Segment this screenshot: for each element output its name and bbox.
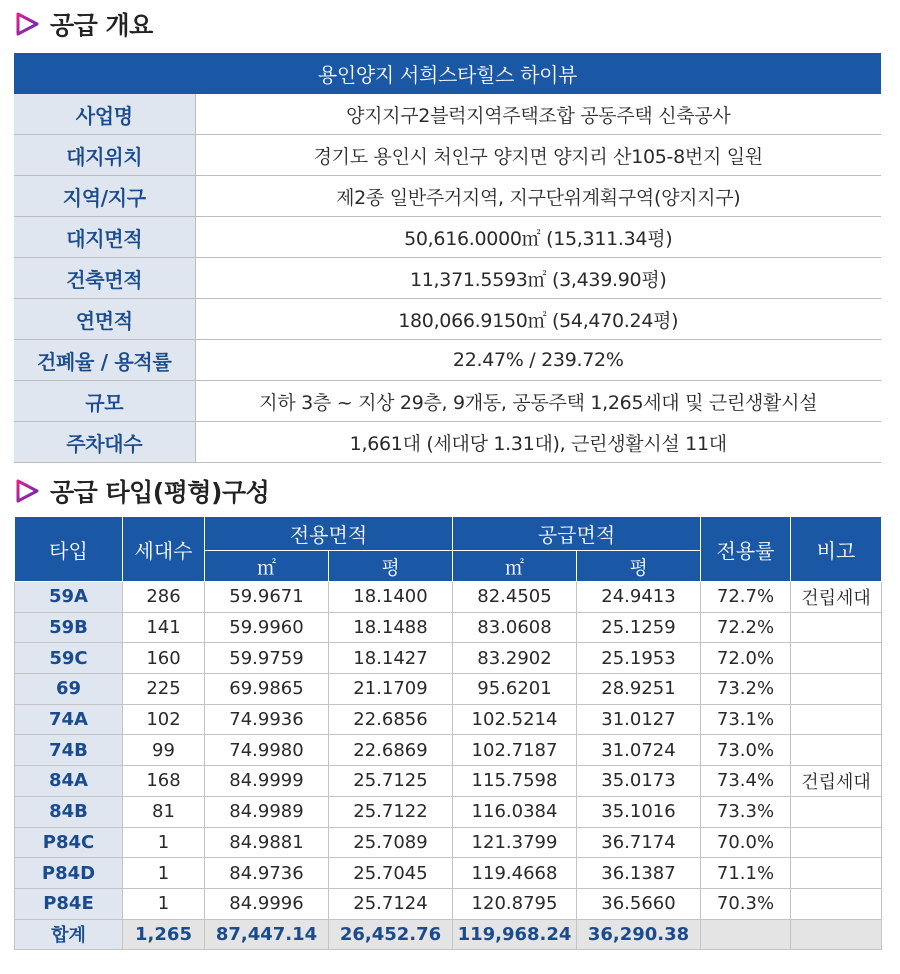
type-cell: 84B: [15, 796, 123, 827]
exclusive-pyeong-cell: 18.1400: [329, 582, 453, 613]
table-row: [15, 766, 882, 797]
supply-pyeong-cell: 35.0173: [577, 766, 701, 797]
supply-sqm-cell: 95.6201: [453, 674, 577, 705]
section-title: 공급 타입(평형)구성: [50, 478, 270, 507]
overview-label: 대지위치: [14, 135, 195, 176]
header-note: 비고: [791, 517, 882, 582]
units-cell: 168: [123, 766, 205, 797]
section-heading-types: [14, 471, 269, 511]
overview-label: 건축면적: [14, 258, 195, 299]
type-cell: 59B: [15, 612, 123, 643]
table-row: [15, 858, 882, 889]
header-units: 세대수: [123, 517, 205, 582]
units-cell: 141: [123, 612, 205, 643]
exclusive-sqm-cell: 84.9881: [205, 827, 329, 858]
header-ratio: 전용률: [701, 517, 791, 582]
type-cell: 74B: [15, 735, 123, 766]
overview-label: 주차대수: [14, 422, 195, 463]
overview-row: [14, 299, 881, 340]
type-cell: 69: [15, 674, 123, 705]
exclusive-sqm-cell: 84.9736: [205, 858, 329, 889]
exclusive-pyeong-cell: 25.7122: [329, 796, 453, 827]
overview-value: 제2종 일반주거지역, 지구단위계획구역(양지지구): [195, 176, 881, 217]
supply-sqm-cell: 82.4505: [453, 582, 577, 613]
overview-row: [14, 422, 881, 463]
type-rows: [15, 582, 882, 950]
ratio-cell: 73.0%: [701, 735, 791, 766]
note-cell: [791, 888, 882, 919]
units-cell: 99: [123, 735, 205, 766]
note-cell: [791, 704, 882, 735]
units-cell: 81: [123, 796, 205, 827]
ratio-cell: 72.2%: [701, 612, 791, 643]
note-cell: [791, 827, 882, 858]
overview-row: [14, 340, 881, 381]
supply-pyeong-cell: 28.9251: [577, 674, 701, 705]
header-ex-sqm: ㎡: [205, 551, 329, 582]
exclusive-sqm-cell: 84.9989: [205, 796, 329, 827]
units-cell: 1: [123, 888, 205, 919]
overview-table: [14, 53, 881, 463]
exclusive-pyeong-cell: 25.7045: [329, 858, 453, 889]
overview-row: [14, 258, 881, 299]
header-su-sqm: ㎡: [453, 551, 577, 582]
table-row: [15, 888, 882, 919]
triangle-bullet-icon: [14, 11, 40, 37]
note-cell: 건립세대: [791, 582, 882, 613]
exclusive-sqm-cell: 87,447.14: [205, 919, 329, 950]
table-row: [15, 643, 882, 674]
exclusive-pyeong-cell: 26,452.76: [329, 919, 453, 950]
supply-pyeong-cell: 24.9413: [577, 582, 701, 613]
note-cell: [791, 643, 882, 674]
supply-sqm-cell: 116.0384: [453, 796, 577, 827]
supply-sqm-cell: 119,968.24: [453, 919, 577, 950]
type-cell: 합계: [15, 919, 123, 950]
units-cell: 225: [123, 674, 205, 705]
units-cell: 102: [123, 704, 205, 735]
supply-pyeong-cell: 36.7174: [577, 827, 701, 858]
table-row: [15, 796, 882, 827]
overview-row: [14, 381, 881, 422]
overview-value: 양지지구2블럭지역주택조합 공동주택 신축공사: [195, 94, 881, 135]
overview-label: 지역/지구: [14, 176, 195, 217]
type-cell: P84C: [15, 827, 123, 858]
ratio-cell: 72.0%: [701, 643, 791, 674]
exclusive-pyeong-cell: 25.7124: [329, 888, 453, 919]
exclusive-sqm-cell: 69.9865: [205, 674, 329, 705]
exclusive-pyeong-cell: 22.6856: [329, 704, 453, 735]
exclusive-pyeong-cell: 22.6869: [329, 735, 453, 766]
overview-value: 1,661대 (세대당 1.31대), 근린생활시설 11대: [195, 422, 881, 463]
supply-sqm-cell: 102.5214: [453, 704, 577, 735]
type-cell: 84A: [15, 766, 123, 797]
supply-pyeong-cell: 36.1387: [577, 858, 701, 889]
supply-sqm-cell: 121.3799: [453, 827, 577, 858]
supply-pyeong-cell: 36.5660: [577, 888, 701, 919]
ratio-cell: 70.3%: [701, 888, 791, 919]
section-heading-overview: [14, 4, 153, 44]
exclusive-pyeong-cell: 25.7125: [329, 766, 453, 797]
exclusive-sqm-cell: 74.9936: [205, 704, 329, 735]
units-cell: 1: [123, 827, 205, 858]
table-row: [15, 582, 882, 613]
overview-value: 경기도 용인시 처인구 양지면 양지리 산105-8번지 일원: [195, 135, 881, 176]
note-cell: [791, 919, 882, 950]
overview-row: [14, 176, 881, 217]
units-cell: 1: [123, 858, 205, 889]
header-type: 타입: [15, 517, 123, 582]
supply-pyeong-cell: 25.1259: [577, 612, 701, 643]
supply-sqm-cell: 115.7598: [453, 766, 577, 797]
note-cell: [791, 858, 882, 889]
type-cell: P84E: [15, 888, 123, 919]
note-cell: [791, 612, 882, 643]
overview-value: 22.47% / 239.72%: [195, 340, 881, 381]
type-table: [14, 516, 882, 950]
ratio-cell: 73.4%: [701, 766, 791, 797]
overview-value: 180,066.9150㎡ (54,470.24평): [195, 299, 881, 340]
note-cell: [791, 674, 882, 705]
triangle-bullet-icon: [14, 478, 40, 504]
overview-label: 사업명: [14, 94, 195, 135]
section-title: 공급 개요: [50, 11, 153, 40]
units-cell: 160: [123, 643, 205, 674]
overview-row: [14, 135, 881, 176]
exclusive-pyeong-cell: 18.1427: [329, 643, 453, 674]
exclusive-sqm-cell: 74.9980: [205, 735, 329, 766]
table-row: [15, 735, 882, 766]
overview-row: [14, 94, 881, 135]
table-row: [15, 612, 882, 643]
ratio-cell: 73.3%: [701, 796, 791, 827]
type-cell: 59C: [15, 643, 123, 674]
supply-sqm-cell: 120.8795: [453, 888, 577, 919]
supply-sqm-cell: 83.2902: [453, 643, 577, 674]
project-name: 용인양지 서희스타힐스 하이뷰: [14, 53, 881, 94]
overview-label: 건폐율 / 용적률: [14, 340, 195, 381]
exclusive-sqm-cell: 59.9960: [205, 612, 329, 643]
ratio-cell: [701, 919, 791, 950]
header-ex-pyeong: 평: [329, 551, 453, 582]
table-row: [15, 827, 882, 858]
exclusive-sqm-cell: 59.9671: [205, 582, 329, 613]
exclusive-pyeong-cell: 25.7089: [329, 827, 453, 858]
supply-sqm-cell: 83.0608: [453, 612, 577, 643]
exclusive-sqm-cell: 84.9996: [205, 888, 329, 919]
exclusive-sqm-cell: 84.9999: [205, 766, 329, 797]
ratio-cell: 71.1%: [701, 858, 791, 889]
overview-label: 연면적: [14, 299, 195, 340]
overview-label: 대지면적: [14, 217, 195, 258]
type-cell: 59A: [15, 582, 123, 613]
overview-value: 11,371.5593㎡ (3,439.90평): [195, 258, 881, 299]
supply-pyeong-cell: 35.1016: [577, 796, 701, 827]
exclusive-pyeong-cell: 21.1709: [329, 674, 453, 705]
table-row: [15, 704, 882, 735]
note-cell: [791, 796, 882, 827]
exclusive-pyeong-cell: 18.1488: [329, 612, 453, 643]
header-exclusive-area: 전용면적: [205, 517, 453, 551]
overview-title-row: [14, 53, 881, 94]
exclusive-sqm-cell: 59.9759: [205, 643, 329, 674]
type-cell: P84D: [15, 858, 123, 889]
overview-label: 규모: [14, 381, 195, 422]
supply-pyeong-cell: 31.0724: [577, 735, 701, 766]
supply-pyeong-cell: 31.0127: [577, 704, 701, 735]
overview-value: 50,616.0000㎡ (15,311.34평): [195, 217, 881, 258]
header-supply-area: 공급면적: [453, 517, 701, 551]
table-row: [15, 674, 882, 705]
supply-sqm-cell: 119.4668: [453, 858, 577, 889]
ratio-cell: 72.7%: [701, 582, 791, 613]
supply-sqm-cell: 102.7187: [453, 735, 577, 766]
type-cell: 74A: [15, 704, 123, 735]
header-su-pyeong: 평: [577, 551, 701, 582]
units-cell: 286: [123, 582, 205, 613]
supply-pyeong-cell: 36,290.38: [577, 919, 701, 950]
ratio-cell: 70.0%: [701, 827, 791, 858]
overview-rows: [14, 94, 881, 463]
ratio-cell: 73.2%: [701, 674, 791, 705]
supply-pyeong-cell: 25.1953: [577, 643, 701, 674]
overview-row: [14, 217, 881, 258]
overview-value: 지하 3층 ~ 지상 29층, 9개동, 공동주택 1,265세대 및 근린생활시설: [195, 381, 881, 422]
ratio-cell: 73.1%: [701, 704, 791, 735]
total-row: [15, 919, 882, 950]
note-cell: 건립세대: [791, 766, 882, 797]
units-cell: 1,265: [123, 919, 205, 950]
note-cell: [791, 735, 882, 766]
